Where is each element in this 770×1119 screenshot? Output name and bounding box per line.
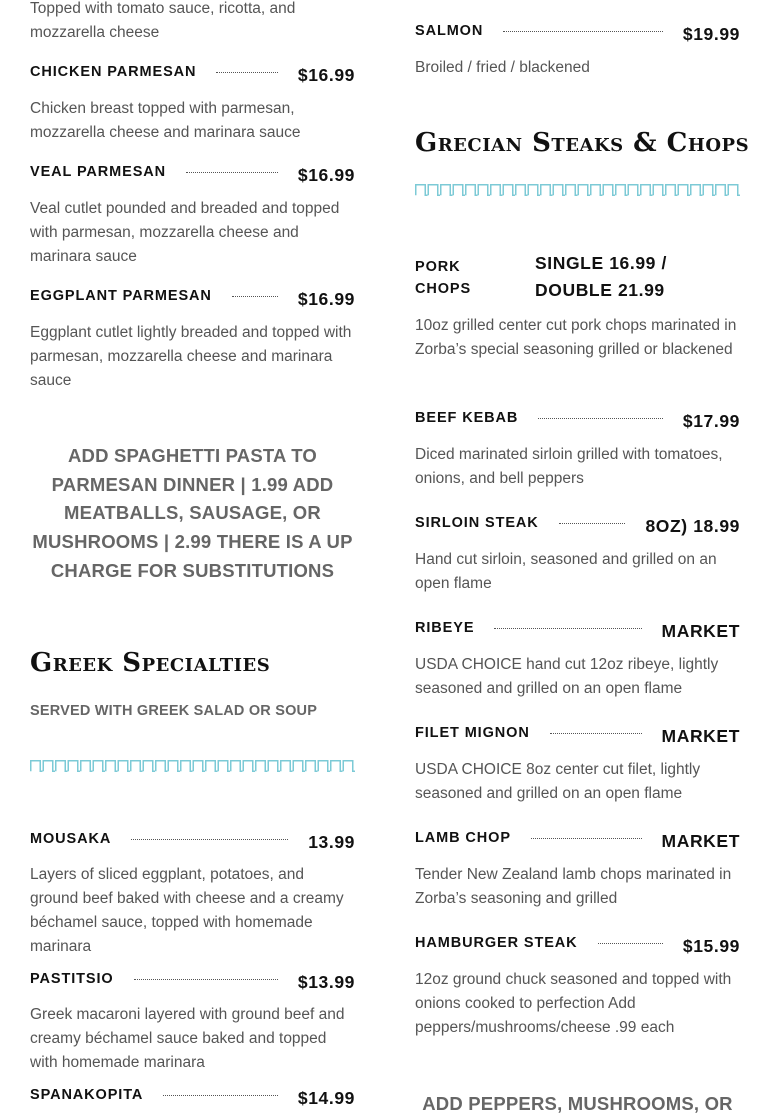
section-title-grecian-steaks: Grecian Steaks & Chops	[415, 128, 750, 158]
item-name: PASTITSIO	[30, 971, 114, 987]
menu-item-pork-chops	[415, 253, 740, 304]
dot-leader	[232, 296, 278, 297]
section-title-greek-specialties: Greek Specialties	[30, 648, 271, 678]
item-price: $15.99	[682, 936, 740, 956]
item-name: LAMB CHOP	[415, 830, 511, 846]
dot-leader	[538, 418, 663, 419]
menu-item-chicken-parmesan	[30, 64, 355, 86]
item-name: BEEF KEBAB	[415, 410, 519, 426]
dot-leader	[134, 979, 278, 980]
dot-leader	[598, 943, 663, 944]
item-name: RIBEYE	[415, 620, 475, 636]
item-price: 8OZ) 18.99	[645, 516, 740, 536]
menu-item-hamburger-steak	[415, 935, 740, 957]
steak-addon-note: ADD PEPPERS, MUSHROOMS, OR	[422, 1093, 733, 1114]
menu-item-beef-kebab	[415, 410, 740, 432]
menu-item-mousaka	[30, 831, 355, 853]
item-description: Greek macaroni layered with ground beef and creamy béchamel sauce baked and topped with homemade marinara	[30, 1006, 345, 1071]
item-description: Eggplant cutlet lightly breaded and topped with parmesan, mozzarella cheese and marinara sauce	[30, 324, 352, 389]
pasta-note: ADD SPAGHETTI PASTA TO PARMESAN DINNER | 1.99 ADD MEATBALLS, SAUSAGE, OR MUSHROOMS | 2.99 THERE IS A UP CHARGE FOR SUBSTITUTIONS	[32, 445, 353, 581]
item-name: PORK CHOPS	[415, 259, 472, 297]
item-name: VEAL PARMESAN	[30, 164, 167, 180]
item-description: Layers of sliced eggplant, potatoes, and ground beef baked with cheese and a creamy béchamel sauce, topped with homemade marinara	[30, 866, 344, 955]
item-price: $16.99	[297, 289, 355, 309]
dot-leader	[550, 733, 642, 734]
item-name: SIRLOIN STEAK	[415, 515, 539, 531]
menu-item-eggplant-parmesan	[30, 288, 355, 310]
item-description: 12oz ground chuck seasoned and topped with onions cooked to perfection Add peppers/mushrooms/cheese .99 each	[415, 971, 732, 1036]
item-price: MARKET	[661, 621, 740, 641]
greek-key-divider	[415, 184, 740, 196]
dot-leader	[186, 172, 278, 173]
item-name: FILET MIGNON	[415, 725, 530, 741]
item-price: SINGLE 16.99 / DOUBLE 21.99	[535, 253, 667, 300]
dot-leader	[494, 628, 641, 629]
item-description: 10oz grilled center cut pork chops marinated in Zorba’s special seasoning grilled or blackened	[415, 317, 737, 358]
menu-item-filet-mignon	[415, 725, 740, 747]
menu-item-sirloin-steak	[415, 515, 740, 537]
item-name: SALMON	[415, 23, 484, 39]
dot-leader	[216, 72, 277, 73]
item-description: Tender New Zealand lamb chops marinated in Zorba’s seasoning and grilled	[415, 866, 732, 907]
item-price: $14.99	[297, 1088, 355, 1108]
item-description: Hand cut sirloin, seasoned and grilled on an open flame	[415, 551, 717, 592]
item-price: $19.99	[682, 24, 740, 44]
greek-key-divider	[30, 760, 355, 772]
item-name: CHICKEN PARMESAN	[30, 64, 197, 80]
item-description: Topped with tomato sauce, ricotta, and mozzarella cheese	[30, 0, 296, 41]
section-subtitle: SERVED WITH GREEK SALAD OR SOUP	[30, 703, 318, 719]
item-name: HAMBURGER STEAK	[415, 935, 578, 951]
item-price: MARKET	[661, 726, 740, 746]
menu-item-pastitsio	[30, 971, 355, 993]
dot-leader	[531, 838, 642, 839]
item-price: $16.99	[297, 165, 355, 185]
item-description: Broiled / fried / blackened	[415, 59, 590, 76]
item-price: 13.99	[308, 832, 355, 852]
item-name: SPANAKOPITA	[30, 1087, 144, 1103]
dot-leader	[163, 1095, 278, 1096]
dot-leader	[559, 523, 626, 524]
item-price: MARKET	[661, 831, 740, 851]
item-description: Chicken breast topped with parmesan, mozzarella cheese and marinara sauce	[30, 100, 301, 141]
item-name: EGGPLANT PARMESAN	[30, 288, 212, 304]
dot-leader	[131, 839, 288, 840]
item-price: $17.99	[682, 411, 740, 431]
item-description: Diced marinated sirloin grilled with tomatoes, onions, and bell peppers	[415, 446, 723, 487]
dot-leader	[503, 31, 663, 32]
item-price: $13.99	[297, 972, 355, 992]
item-price: $16.99	[297, 65, 355, 85]
menu-item-veal-parmesan	[30, 164, 355, 186]
menu-item-spanakopita	[30, 1087, 355, 1109]
item-description: USDA CHOICE 8oz center cut filet, lightly seasoned and grilled on an open flame	[415, 761, 701, 802]
item-description: Veal cutlet pounded and breaded and topped with parmesan, mozzarella cheese and marinara sauce	[30, 200, 340, 265]
menu-item-lamb-chop	[415, 830, 740, 852]
menu-item-salmon	[415, 23, 740, 45]
item-name: MOUSAKA	[30, 831, 112, 847]
item-description: USDA CHOICE hand cut 12oz ribeye, lightly seasoned and grilled on an open flame	[415, 656, 719, 697]
menu-item-ribeye	[415, 620, 740, 642]
